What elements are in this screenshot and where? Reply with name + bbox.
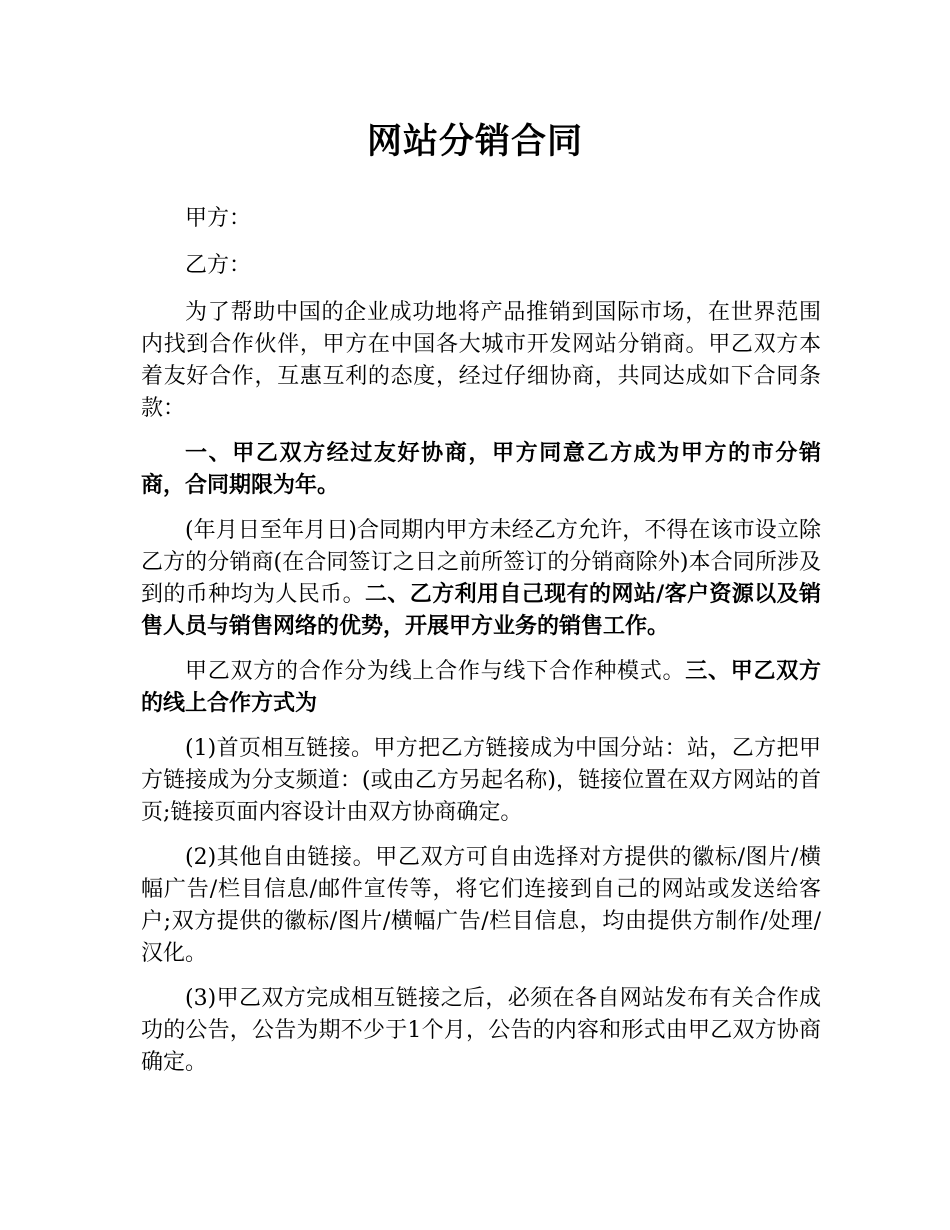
cooperation-paragraph: [141, 656, 821, 720]
clause-2-heading: 二、乙方利用自己现有的网站/客户资源以及销售人员与销售网络的优势，开展甲方业务的销售工作。: [141, 582, 821, 639]
document-title: 网站分销合同: [366, 122, 583, 162]
item-2-paragraph: (2)其他自由链接。甲乙双方可自由选择对方提供的徽标/图片/横幅广告/栏目信息/邮件宣传等，将它们连接到自己的网站或发送给客户;双方提供的徽标/图片/横幅广告/栏目信息，均由提供方制作/处理/汉化。: [141, 845, 821, 966]
cooperation-text: 甲乙双方的合作分为线上合作与线下合作种模式。: [185, 659, 686, 684]
item-1-paragraph: (1)首页相互链接。甲方把乙方链接成为中国分站：站，乙方把甲方链接成为分支频道：(或由乙方另起名称)，链接位置在双方网站的首页;链接页面内容设计由双方协商确定。: [141, 736, 821, 825]
clause-3-heading: 三、甲乙双方的线上合作方式为: [141, 659, 821, 716]
clause-1-heading: 一、甲乙双方经过友好协商，甲方同意乙方成为甲方的市分销商，合同期限为年。: [141, 441, 821, 498]
clause-1-detail: (年月日至年月日)合同期内甲方未经乙方允许，不得在该市设立除乙方的分销商(在合同签订之日之前所签订的分销商除外)本合同所涉及到的币种均为人民币。: [141, 518, 821, 607]
clause-1-paragraph: [141, 515, 821, 643]
intro-paragraph: 为了帮助中国的企业成功地将产品推销到国际市场，在世界范围内找到合作伙伴，甲方在中国各大城市开发网站分销商。甲乙双方本着友好合作，互惠互利的态度，经过仔细协商，共同达成如下合同条款：: [141, 300, 821, 421]
item-3-paragraph: (3)甲乙双方完成相互链接之后，必须在各自网站发布有关合作成功的公告，公告为期不少于1个月，公告的内容和形式由甲乙双方协商确定。: [141, 986, 821, 1075]
party-b-line: 乙方：: [185, 253, 252, 278]
document-body: [141, 203, 821, 1092]
party-a-line: 甲方：: [185, 206, 252, 231]
